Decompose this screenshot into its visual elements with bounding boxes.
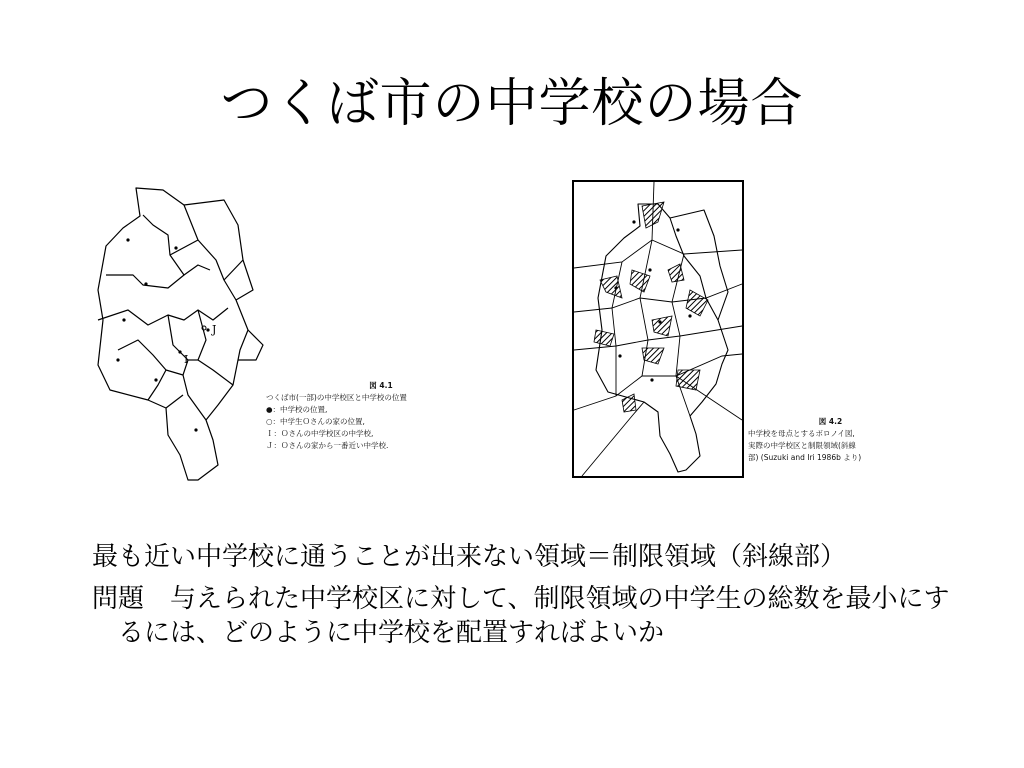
- body-text: [92, 540, 972, 658]
- school-dot: [154, 378, 157, 381]
- caption-line: つくば市(一部)の中学校区と中学校の位置: [266, 393, 407, 402]
- school-dot: [632, 220, 635, 223]
- school-dot: [144, 282, 147, 285]
- marker-j: J: [212, 323, 217, 336]
- school-dot: [650, 378, 653, 381]
- problem-paragraph: 問題 与えられた中学校区に対して、制限領域の中学生の総数を最小にするには、どのように中学校を配置すればよいか: [92, 584, 950, 648]
- voronoi-diagram: [572, 180, 744, 478]
- voronoi-figure: [572, 180, 862, 478]
- caption-line: Ｊ：Ｏさんの家から一番近い中学校.: [266, 441, 389, 450]
- school-dot: [676, 228, 679, 231]
- school-dot: [648, 268, 651, 271]
- school-dot: [618, 354, 621, 357]
- slide-title: つくば市の中学校の場合: [220, 74, 804, 134]
- school-dot: [658, 320, 661, 323]
- definition-paragraph: 最も近い中学校に通うことが出来ない領域＝制限領域（斜線部）: [92, 542, 847, 572]
- district-map-caption: [266, 380, 496, 452]
- caption-line: 中学校を母点とするボロノイ図,: [748, 429, 855, 438]
- school-dot: [688, 314, 691, 317]
- district-boundaries: [98, 188, 263, 480]
- figure-label: 図 4.2: [818, 417, 843, 426]
- school-dot: [116, 358, 119, 361]
- district-map-figure: [88, 180, 498, 485]
- school-dot: [174, 246, 177, 249]
- school-dot: [614, 286, 617, 289]
- caption-line: ●：中学校の位置,: [266, 405, 328, 414]
- marker-i: I: [184, 353, 189, 366]
- figure-label: 図 4.1: [369, 381, 393, 390]
- school-dot: [122, 318, 125, 321]
- caption-line: ○：中学生Ｏさんの家の位置,: [266, 417, 365, 426]
- school-dot: [178, 350, 181, 353]
- school-dot: [206, 328, 209, 331]
- school-dot: [194, 428, 197, 431]
- caption-line: 実際の中学校区と制限領域(斜線: [748, 441, 856, 450]
- caption-line: 部) (Suzuki and Iri 1986b より): [748, 453, 862, 462]
- caption-line: Ｉ：Ｏさんの中学校区の中学校,: [266, 429, 374, 438]
- voronoi-caption: [748, 416, 913, 464]
- school-dot: [126, 238, 129, 241]
